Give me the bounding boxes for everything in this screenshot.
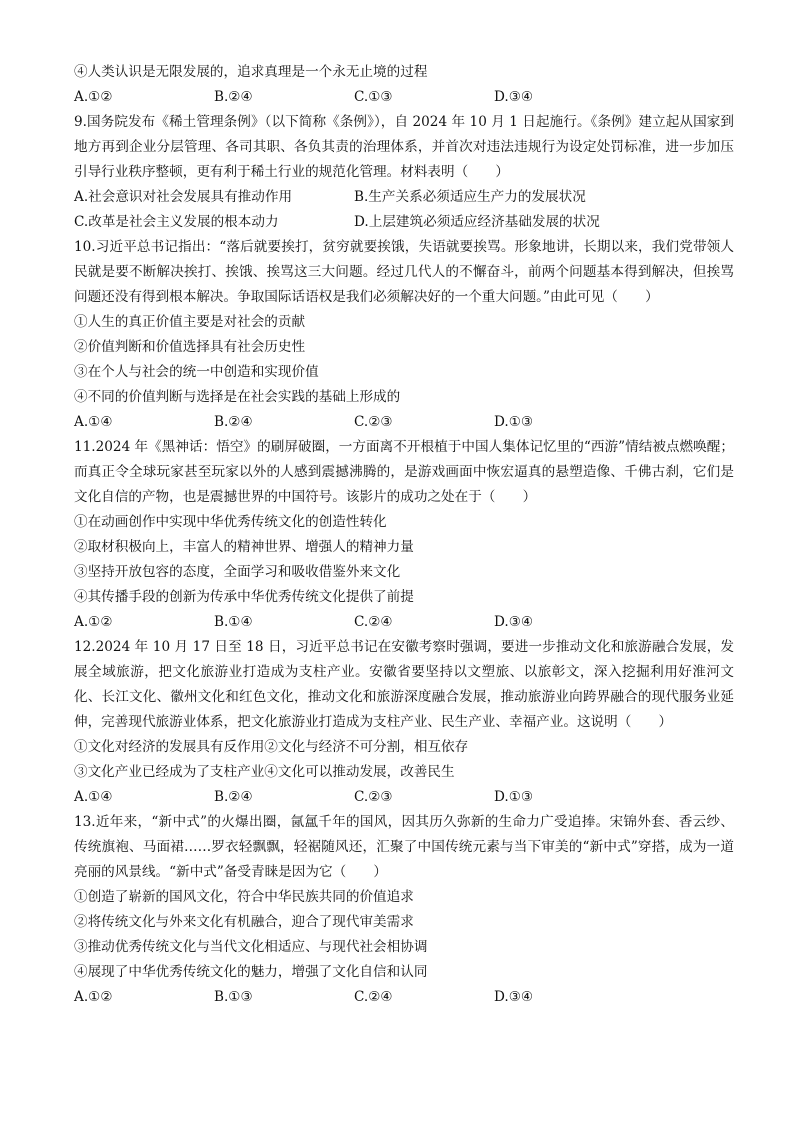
q13-item-3: ③推动优秀传统文化与当代文化相适应、与现代社会相协调 — [74, 939, 428, 955]
q13-option-c: C.②④ — [354, 989, 393, 1005]
q12-stem: 12.2024 年 10 月 17 日至 18 日，习近平总书记在安徽考察时强调，要进一步推动文化和旅游融合发展，发展全域旅游，把文化旅游业打造成为支柱产业。安徽省要坚持以文塑旅、以旅彰文，深入挖掘利用好淮河文化、长江文化、徽州文化和红色文化，推动文化和旅游深度融合发展，推动旅游业向跨界融合的现代服务业延伸，完善现代旅游业体系，把文化旅游业打造成为支柱产业、民生产业、幸福产业。这说明（ ） — [74, 639, 734, 730]
q10-item-3: ③在个人与社会的统一中创造和实现价值 — [74, 364, 319, 380]
q8-option-c: C.①③ — [354, 89, 393, 105]
q9-stem: 9.国务院发布《稀土管理条例》（以下简称《条例》），自 2024 年 10 月 1 日起施行。《条例》建立起从国家到地方再到企业分层管理、各司其职、各负其责的治理体系，并首次对违法违规行为设定处罚标准，进一步加压引导行业秩序整顿，更有利于稀土行业的规范化管理。材料表明（ ） — [74, 114, 734, 180]
q11-item-2: ②取材积极向上，丰富人的精神世界、增强人的精神力量 — [74, 539, 414, 555]
q12-option-a: A.①④ — [74, 789, 113, 805]
q10-stem: 10.习近平总书记指出：“落后就要挨打，贫穷就要挨饿，失语就要挨骂。形象地讲，长期以来，我们党带领人民就是要不断解决挨打、挨饿、挨骂这三大问题。经过几代人的不懈奋斗，前两个问题基本得到解决，但挨骂问题还没有得到根本解决。争取国际话语权是我们必须解决好的一个重大问题。”由此可见（ ） — [74, 239, 734, 305]
q13-item-1: ①创造了崭新的国风文化，符合中华民族共同的价值追求 — [74, 889, 414, 905]
q8-option-b: B.②④ — [214, 89, 253, 105]
q11-option-d: D.③④ — [494, 614, 534, 630]
q12-item-row-1: ①文化对经济的发展具有反作用②文化与经济不可分割，相互依存 — [74, 739, 469, 755]
q11-item-3: ③坚持开放包容的态度，全面学习和吸收借鉴外来文化 — [74, 564, 401, 580]
q10-item-2: ②价值判断和价值选择具有社会历史性 — [74, 339, 306, 355]
q10-options — [74, 410, 734, 435]
q13-item-2: ②将传统文化与外来文化有机融合，迎合了现代审美需求 — [74, 914, 414, 930]
q8-item-4: ④人类认识是无限发展的，追求真理是一个永无止境的过程 — [74, 64, 428, 80]
q11-option-b: B.①④ — [214, 614, 253, 630]
q9-option-b: B.生产关系必须适应生产力的发展状况 — [354, 189, 586, 205]
q12-option-d: D.①③ — [494, 789, 534, 805]
q10-option-c: C.②③ — [354, 414, 393, 430]
q13-option-a: A.①② — [74, 989, 113, 1005]
q11-options — [74, 610, 734, 635]
q9-options-row-2 — [74, 210, 734, 235]
q13-option-b: B.①③ — [214, 989, 253, 1005]
q13-option-d: D.③④ — [494, 989, 534, 1005]
q9-option-c: C.改革是社会主义发展的根本动力 — [74, 214, 279, 230]
exam-page — [74, 60, 734, 1010]
q11-option-a: A.①② — [74, 614, 113, 630]
q13-item-4: ④展现了中华优秀传统文化的魅力，增强了文化自信和认同 — [74, 964, 428, 980]
q10-option-b: B.②④ — [214, 414, 253, 430]
q10-item-4: ④不同的价值判断与选择是在社会实践的基础上形成的 — [74, 389, 401, 405]
q11-item-4: ④其传播手段的创新为传承中华优秀传统文化提供了前提 — [74, 589, 414, 605]
q13-options — [74, 985, 734, 1010]
q11-option-c: C.②④ — [354, 614, 393, 630]
q12-item-row-2: ③文化产业已经成为了支柱产业④文化可以推动发展，改善民生 — [74, 764, 455, 780]
q10-option-d: D.①③ — [494, 414, 534, 430]
q12-option-c: C.②③ — [354, 789, 393, 805]
q9-option-d: D.上层建筑必须适应经济基础发展的状况 — [354, 214, 600, 230]
q12-options — [74, 785, 734, 810]
q9-option-a: A.社会意识对社会发展具有推动作用 — [74, 189, 293, 205]
q13-stem: 13.近年来，“新中式”的火爆出圈，氤氲千年的国风，因其历久弥新的生命力广受追捧。宋锦外套、香云纱、传统旗袍、马面裙……罗衣轻飘飘，轻裾随风还，汇聚了中国传统元素与当下审美的“新中式”穿搭，成为一道亮丽的风景线。“新中式”备受青睐是因为它（ ） — [74, 814, 734, 880]
q9-options-row-1 — [74, 185, 734, 210]
q8-option-a: A.①② — [74, 89, 113, 105]
q11-stem: 11.2024 年《黑神话：悟空》的刷屏破圈，一方面离不开根植于中国人集体记忆里的“西游”情结被点燃唤醒；而真正令全球玩家甚至玩家以外的人感到震撼沸腾的，是游戏画面中恢宏逼真的悬塑造像、千佛古刹，它们是文化自信的产物，也是震撼世界的中国符号。该影片的成功之处在于（ ） — [74, 439, 734, 505]
q11-item-1: ①在动画创作中实现中华优秀传统文化的创造性转化 — [74, 514, 387, 530]
q10-item-1: ①人生的真正价值主要是对社会的贡献 — [74, 314, 306, 330]
q12-option-b: B.②④ — [214, 789, 253, 805]
q8-option-d: D.③④ — [494, 89, 534, 105]
q10-option-a: A.①④ — [74, 414, 113, 430]
q8-options — [74, 85, 734, 110]
